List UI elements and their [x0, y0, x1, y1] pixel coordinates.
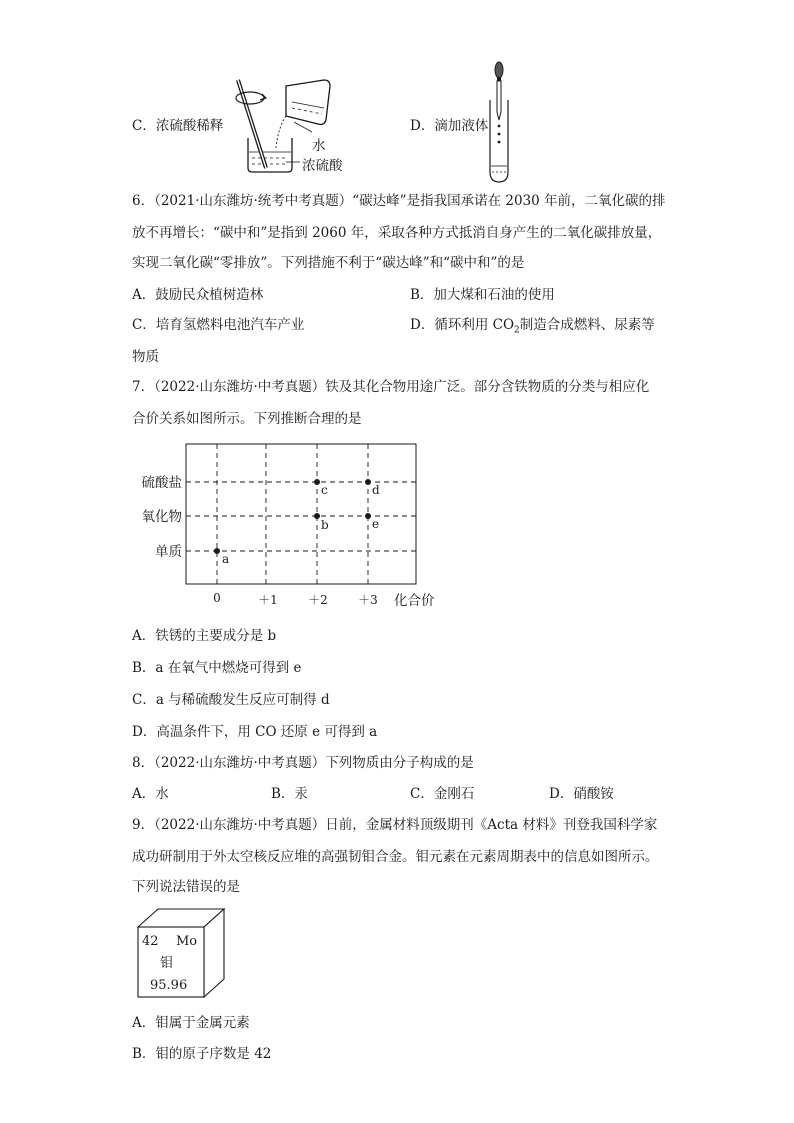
q8-stem: 8．（2022·山东潍坊·中考真题）下列物质由分子构成的是	[132, 755, 474, 771]
q9-option-b[interactable]: B．钼的原子序数是 42	[132, 1046, 272, 1062]
q6-option-c[interactable]: C．培育氢燃料电池汽车产业	[132, 317, 305, 333]
y-label-element: 单质	[155, 544, 182, 560]
point-d	[365, 479, 371, 485]
y-label-oxide: 氧化物	[141, 509, 182, 525]
x-label-plus1: ＋1	[258, 593, 278, 607]
q8-option-a[interactable]: A．水	[132, 786, 169, 802]
q6-option-d-text-rest: 制造合成燃料、尿素等	[519, 317, 655, 333]
q7-option-d[interactable]: D．高温条件下，用 CO 还原 e 可得到 a	[132, 724, 378, 740]
q8-option-c[interactable]: C．金刚石	[410, 786, 475, 802]
q6-option-d[interactable]	[410, 315, 655, 341]
point-b-label: b	[321, 518, 329, 532]
point-d-label: d	[372, 483, 380, 497]
beaker-liquid-dashes	[252, 158, 288, 164]
q7-option-b[interactable]: B．a 在氧气中燃烧可得到 e	[132, 660, 302, 676]
q6-option-b[interactable]: B．加大煤和石油的使用	[410, 287, 555, 303]
q7-option-c[interactable]: C．a 与稀硫酸发生反应可制得 d	[132, 692, 330, 708]
y-label-sulfate: 硫酸盐	[141, 475, 182, 491]
dropper-tube	[497, 81, 501, 120]
q7-stem-line2: 合价关系如图所示。下列推断合理的是	[132, 411, 362, 427]
label-conc-acid: 浓硫酸	[302, 158, 343, 174]
q9-stem-line1: 9．（2022·山东潍坊·中考真题）日前，金属材料顶级期刊《Acta 材料》刊登我国科学家	[132, 817, 658, 833]
point-a-label: a	[222, 552, 230, 566]
q6-stem-line3: 实现二氧化碳“零排放”。下列措施不利于“碳达峰”和“碳中和”的是	[132, 255, 525, 271]
q5-option-c[interactable]: C．浓硫酸稀释	[132, 118, 224, 134]
chart-frame	[186, 444, 416, 584]
label-water: 水	[312, 138, 326, 154]
beaker-outline	[248, 138, 292, 172]
point-c-label: c	[321, 483, 328, 497]
element-number: 42	[142, 934, 159, 949]
dropper-bulb	[495, 62, 503, 78]
point-c	[314, 479, 320, 485]
q7-stem-line1: 7．（2022·山东潍坊·中考真题）铁及其化合物用途广泛。部分含铁物质的分类与相应化	[132, 379, 650, 395]
x-label-plus3: ＋3	[358, 593, 378, 607]
q7-option-a[interactable]: A．铁锈的主要成分是 b	[132, 628, 277, 644]
point-e-label: e	[372, 517, 380, 531]
point-a	[214, 548, 220, 554]
element-symbol: Mo	[176, 934, 198, 949]
x-label-plus2: ＋2	[308, 593, 328, 607]
q5-option-d[interactable]: D．滴加液体	[410, 118, 489, 134]
q6-stem-line2: 放不再增长：“碳中和”是指到 2060 年，采取各种方式抵消自身产生的二氧化碳排放量，	[132, 225, 662, 241]
x-axis-title: 化合价	[394, 593, 435, 609]
element-name: 钼	[160, 956, 174, 971]
point-b	[314, 513, 320, 519]
q6-option-d-line2: 物质	[132, 349, 159, 365]
q8-option-b[interactable]: B．汞	[271, 786, 308, 802]
stir-arrow	[236, 92, 264, 104]
chart-grid-vertical	[217, 444, 368, 584]
q8-option-d[interactable]: D．硝酸铵	[549, 786, 614, 802]
x-label-0: 0	[213, 591, 221, 605]
q9-stem-line2: 成功研制用于外太空核反应堆的高强韧钼合金。钼元素在元素周期表中的信息如图所示。	[132, 849, 659, 865]
pour-stream	[276, 116, 286, 148]
point-e	[365, 513, 371, 519]
q6-option-a[interactable]: A．鼓励民众植树造林	[132, 287, 264, 303]
q9-stem-line3: 下列说法错误的是	[132, 879, 240, 895]
q6-stem-line1: 6．（2021·山东潍坊·统考中考真题）“碳达峰”是指我国承诺在 2030 年前，二氧化碳的排	[132, 193, 666, 209]
q6-option-d-subscript: 2	[514, 325, 520, 336]
dropper-illustration	[485, 60, 515, 185]
element-mass: 95.96	[150, 978, 188, 993]
element-card-molybdenum	[134, 905, 230, 1001]
q9-option-a[interactable]: A．钼属于金属元素	[132, 1015, 250, 1031]
iron-valence-chart	[130, 438, 450, 614]
chart-grid-horizontal	[186, 482, 416, 551]
q6-option-d-text: D．循环利用 CO	[410, 317, 515, 333]
